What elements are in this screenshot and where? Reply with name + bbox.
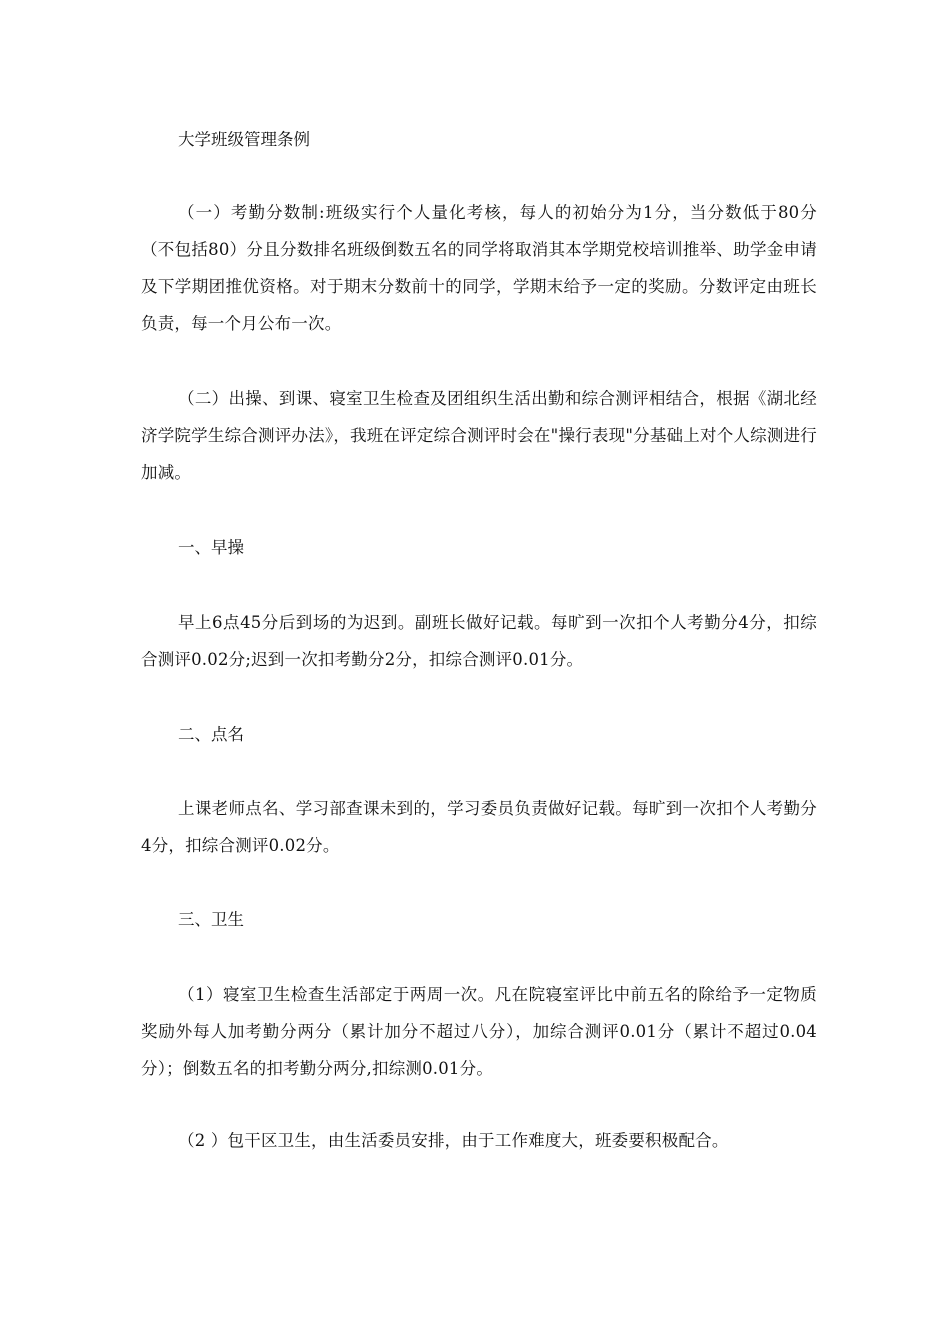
heading-roll-call: 二、点名 xyxy=(178,725,244,744)
heading-hygiene: 三、卫生 xyxy=(178,910,244,929)
heading-morning-exercise: 一、早操 xyxy=(178,538,244,557)
roll-call-paragraph: 上课老师点名、学习部查课未到的，学习委员负责做好记载。每旷到一次扣个人考勤分4分，扣综合测评0.02分。 xyxy=(141,799,817,855)
morning-exercise-paragraph: 早上6点45分后到场的为迟到。副班长做好记载。每旷到一次扣个人考勤分4分，扣综合测评0.02分;迟到一次扣考勤分2分，扣综合测评0.01分。 xyxy=(141,613,817,669)
document-title: 大学班级管理条例 xyxy=(178,130,310,149)
section-2-paragraph: （二）出操、到课、寝室卫生检查及团组织生活出勤和综合测评相结合，根据《湖北经济学院学生综合测评办法》，我班在评定综合测评时会在"操行表现"分基础上对个人综测进行加减。 xyxy=(141,389,817,482)
dorm-hygiene-paragraph: （1）寝室卫生检查生活部定于两周一次。凡在院寝室评比中前五名的除给予一定物质奖励外每人加考勤分两分（累计加分不超过八分），加综合测评0.01分（累计不超过0.04分）；倒数五名的扣考勤分两分,扣综测0.01分。 xyxy=(141,985,817,1078)
area-hygiene-paragraph: （2 ）包干区卫生，由生活委员安排，由于工作难度大，班委要积极配合。 xyxy=(178,1131,729,1150)
section-1-paragraph: （一）考勤分数制:班级实行个人量化考核，每人的初始分为1分，当分数低于80分（不包括80）分且分数排名班级倒数五名的同学将取消其本学期党校培训推举、助学金申请及下学期团推优资格。对于期末分数前十的同学，学期末给予一定的奖励。分数评定由班长负责，每一个月公布一次。 xyxy=(141,203,817,333)
